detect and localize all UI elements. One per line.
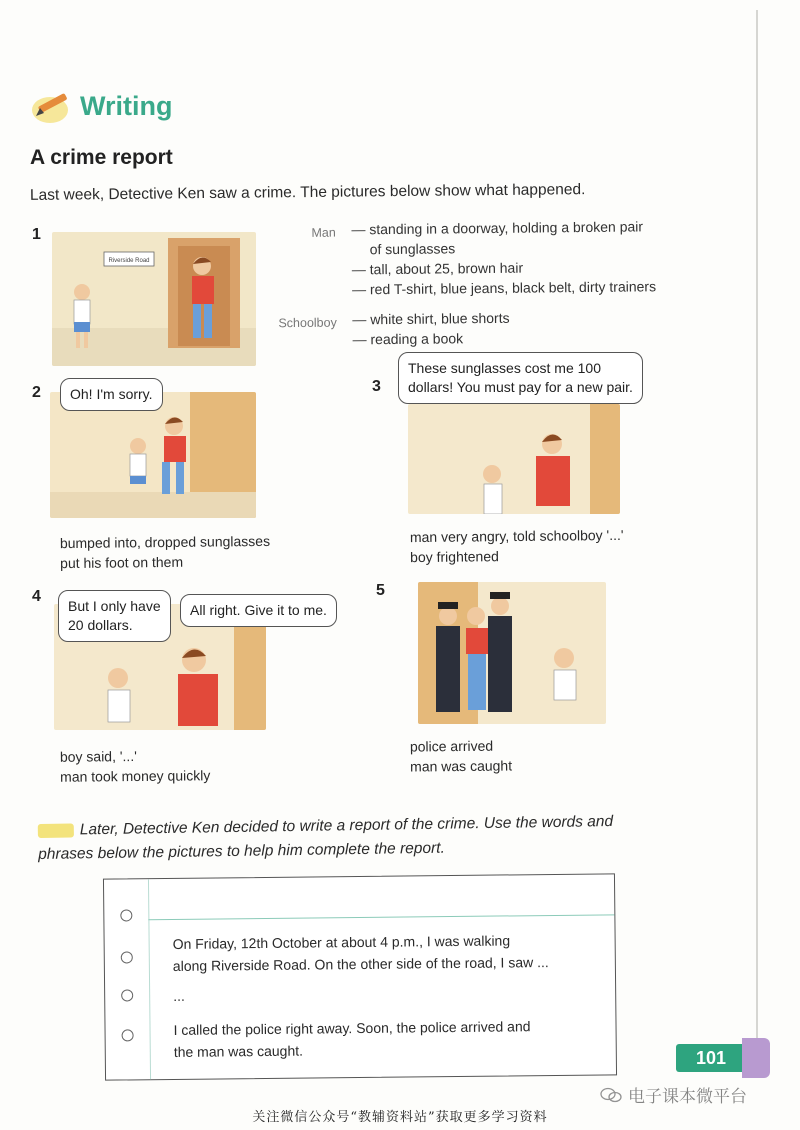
binder-ring-icon: [121, 989, 133, 1001]
page-edge: [756, 10, 758, 1070]
header-rule: [148, 914, 614, 920]
report-paragraph-3: [173, 1015, 530, 1063]
panel-2-caption: [60, 531, 271, 573]
panel-3-caption-line-1: man very angry, told schoolboy '...': [409, 526, 624, 546]
watermark: [600, 1082, 747, 1107]
panel-1-number: 1: [32, 226, 41, 243]
panel-4-caption-line-2: man took money quickly: [60, 767, 211, 785]
report-notebook: [103, 873, 617, 1080]
panel-3-caption: [410, 525, 624, 567]
pencil-icon: [30, 86, 74, 126]
panel-4-caption-line-1: boy said, '...': [59, 747, 137, 765]
panel-3-bubble-line-2: dollars! You must pay for a new pair.: [408, 379, 633, 395]
report-p1-line-2: along Riverside Road. On the other side of the road, I saw ...: [172, 954, 549, 974]
binder-ring-icon: [121, 951, 133, 963]
report-paragraph-2: ...: [173, 987, 185, 1004]
panel-2-caption-line-1: bumped into, dropped sunglasses: [59, 532, 271, 552]
schoolboy-line-1: — white shirt, blue shorts: [352, 309, 510, 328]
watermark-text: 电子课本微平台: [628, 1087, 747, 1106]
margin-line: [148, 879, 151, 1079]
page-number: 101: [676, 1044, 746, 1072]
panel-1-illustration: [52, 232, 256, 366]
wechat-icon: [600, 1087, 622, 1103]
panel-2-number: 2: [32, 384, 41, 401]
panel-5-caption-line-1: police arrived: [409, 737, 494, 755]
character-descriptions: [277, 216, 698, 350]
panel-4-speech-bubble-man: All right. Give it to me.: [180, 594, 337, 627]
panel-3-illustration: [408, 404, 620, 514]
report-p1-line-1: On Friday, 12th October at about 4 p.m., I was walking: [172, 932, 511, 952]
panel-5-illustration: [418, 582, 606, 724]
man-line-1: — standing in a doorway, holding a broken pair: [351, 218, 644, 238]
task-instruction: [38, 809, 679, 867]
panel-3-speech-bubble: [398, 352, 643, 404]
street-sign-text: Riverside Road: [108, 258, 150, 264]
highlight-marker: [38, 823, 74, 838]
section-header: [30, 86, 172, 126]
panel-2-speech-bubble: Oh! I'm sorry.: [60, 378, 163, 411]
panel-3-caption-line-2: boy frightened: [410, 548, 499, 566]
schoolboy-line-2: — reading a book: [352, 330, 464, 348]
binder-ring-icon: [122, 1029, 134, 1041]
panel-5-caption-line-2: man was caught: [410, 757, 513, 775]
panel-3-number: 3: [372, 378, 381, 395]
panel-5-caption: [410, 735, 512, 776]
binder-ring-icon: [120, 909, 132, 921]
panel-2-caption-line-2: put his foot on them: [60, 553, 184, 572]
footer-note: 关注微信公众号“教辅资料站”获取更多学习资料: [252, 1110, 548, 1125]
panel-4-bubble-boy-line-1: But I only have: [68, 598, 161, 614]
report-p3-line-1: I called the police right away. Soon, the police arrived and: [173, 1018, 531, 1038]
report-paragraph-1: [173, 929, 549, 977]
intro-text: Last week, Detective Ken saw a crime. The pictures below show what happened.: [29, 181, 586, 204]
task-line-2: phrases below the pictures to help him complete the report.: [38, 839, 445, 864]
man-line-4: — red T-shirt, blue jeans, black belt, dirty trainers: [351, 278, 657, 298]
panel-4-bubble-boy-line-2: 20 dollars.: [68, 617, 133, 633]
man-line-3: — tall, about 25, brown hair: [351, 259, 524, 278]
man-line-2: of sunglasses: [369, 240, 456, 258]
panel-5-number: 5: [376, 582, 385, 599]
panel-4-caption: [60, 745, 211, 787]
page-title: A crime report: [30, 146, 173, 169]
report-p3-line-2: the man was caught.: [173, 1042, 304, 1060]
task-line-1: Later, Detective Ken decided to write a report of the crime. Use the words and: [79, 812, 614, 839]
schoolboy-label: Schoolboy: [278, 315, 337, 331]
panel-4-speech-bubble-boy: [58, 590, 171, 642]
page-tab: [742, 1038, 770, 1078]
section-title: Writing: [80, 90, 173, 121]
panel-4-number: 4: [32, 588, 41, 605]
man-label: Man: [311, 225, 336, 240]
panel-3-bubble-line-1: These sunglasses cost me 100: [408, 360, 601, 376]
